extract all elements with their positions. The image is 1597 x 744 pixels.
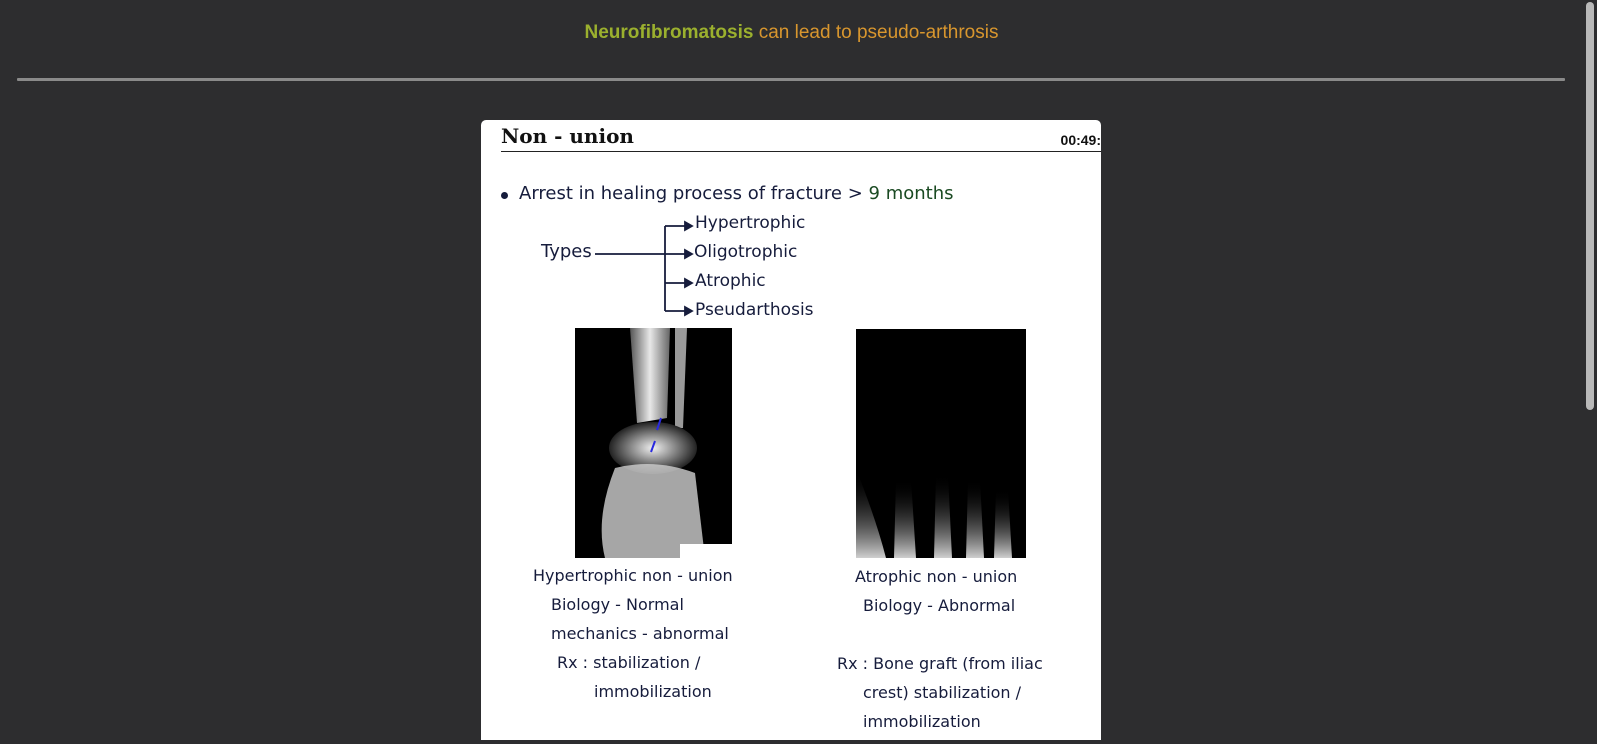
bullet-text-main: Arrest in healing process of fracture > bbox=[519, 183, 869, 204]
caption-keyword: Neurofibromatosis bbox=[584, 22, 754, 43]
caption-text: can lead to pseudo-arthrosis bbox=[753, 22, 999, 43]
type-atrophic: Atrophic bbox=[695, 271, 766, 291]
right-caption-rx2: crest) stabilization / bbox=[863, 683, 1022, 702]
xray-hypertrophic-graphic bbox=[575, 328, 732, 558]
xray-atrophic bbox=[856, 329, 1026, 558]
type-pseudarthosis: Pseudarthosis bbox=[695, 300, 814, 320]
left-caption-mechanics: mechanics - abnormal bbox=[551, 624, 729, 643]
left-caption-rx2: immobilization bbox=[594, 682, 712, 701]
type-oligotrophic: Oligotrophic bbox=[694, 242, 798, 262]
scrollbar-thumb[interactable] bbox=[1586, 2, 1594, 410]
right-caption-biology: Biology - Abnormal bbox=[863, 596, 1016, 615]
xray-atrophic-graphic bbox=[856, 329, 1026, 558]
note-caption bbox=[0, 21, 1583, 45]
page-scrollbar[interactable] bbox=[1583, 0, 1597, 744]
left-caption-rx1: Rx : stabilization / bbox=[557, 653, 701, 672]
right-caption-rx3: immobilization bbox=[863, 712, 981, 731]
slide-image bbox=[481, 120, 1101, 740]
type-hypertrophic: Hypertrophic bbox=[695, 213, 806, 233]
types-label: Types bbox=[541, 241, 592, 262]
slide-title: Non - union bbox=[501, 124, 634, 148]
right-caption-rx1: Rx : Bone graft (from iliac bbox=[837, 654, 1043, 673]
left-caption-biology: Biology - Normal bbox=[551, 595, 684, 614]
bullet-months: 9 months bbox=[868, 183, 954, 204]
xray-hypertrophic bbox=[575, 328, 732, 558]
right-caption-title: Atrophic non - union bbox=[855, 567, 1018, 586]
video-timestamp: 00:49: bbox=[1060, 132, 1101, 148]
header-divider bbox=[17, 78, 1565, 81]
left-caption-title: Hypertrophic non - union bbox=[533, 566, 733, 585]
